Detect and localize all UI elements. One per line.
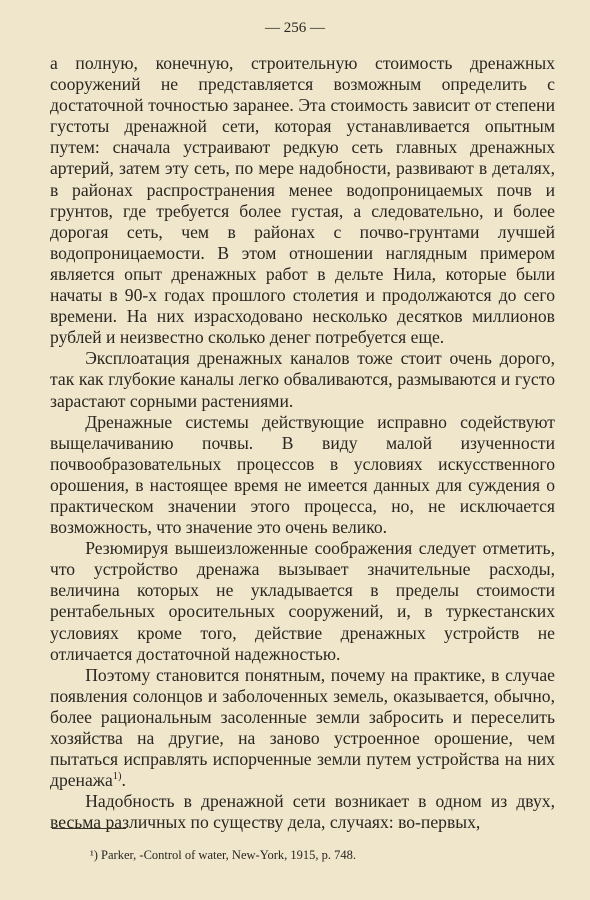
footnote: ¹) Parker, -Control of water, New-York, 1915, p. 748. (90, 848, 357, 862)
paragraph-3: Дренажные системы действующие исправно содействуют выщелачиванию почвы. В виду малой изученности почвообразовательных процессов в условиях искусственного орошения, в настоящее время не имеется данных для суждения о практическом значении этого процесса, но, не исключается возможность, что значение это очень велико. (50, 411, 555, 538)
paragraph-5-text: Поэтому становится понятным, почему на практике, в случае появления солонцов и заболоченных земель, оказывается, обычно, более рациональным засоленные земли забросить и переселить хозяйства на другие, на заново устроенное орошение, чем пытаться исправлять испорченные земли путем устройства на них дренажа (50, 664, 555, 791)
paragraph-4: Резюмируя вышеизложенные соображения следует отметить, что устройство дренажа вызывает значительные расходы, величина которых не укладывается в пределы стоимости рентабельных оросительных сооружений, и, в туркестанских условиях кроме того, действие дренажных устройств не отличается достаточной надежностью. (50, 538, 555, 664)
paragraph-1: а полную, конечную, строительную стоимость дренажных сооружений не представляется возможным определить с достаточной точностью заранее. Эта стоимость зависит от степени густоты дренажной сети, которая устанавливается опытным путем: сначала устраивают редкую сеть главных дренажных артерий, затем эту сеть, по мере надобности, развивают в деталях, в районах распространения менее водопроницаемых почв и грунтов, где требуется более густая, а следовательно, и более дорогая сеть, чем в районах с почво-грунтами лучшей водопроницаемости. В этом отношении наглядным примером является опыт дренажных работ в дельте Нила, которые были начаты в 90-х годах прошлого столетия и продолжаются до сего времени. На них израсходовано несколько десятков миллионов рублей и неизвестно сколько денег потребуется еще. (50, 53, 555, 348)
paragraph-6: Надобность в дренажной сети возникает в одном из двух, весьма различных по существу дела, случаях: во-первых, (50, 791, 555, 833)
main-text (50, 53, 555, 833)
page-number: — 256 — (265, 20, 325, 36)
paragraph-5 (50, 665, 555, 792)
footnote-marker: 1) (112, 771, 122, 783)
paragraph-5-end: . (121, 770, 126, 791)
footnote-divider (52, 828, 126, 829)
paragraph-2: Эксплоатация дренажных каналов тоже стоит очень дорого, так как глубокие каналы легко обваливаются, размываются и густо зарастают сорными растениями. (50, 348, 555, 411)
